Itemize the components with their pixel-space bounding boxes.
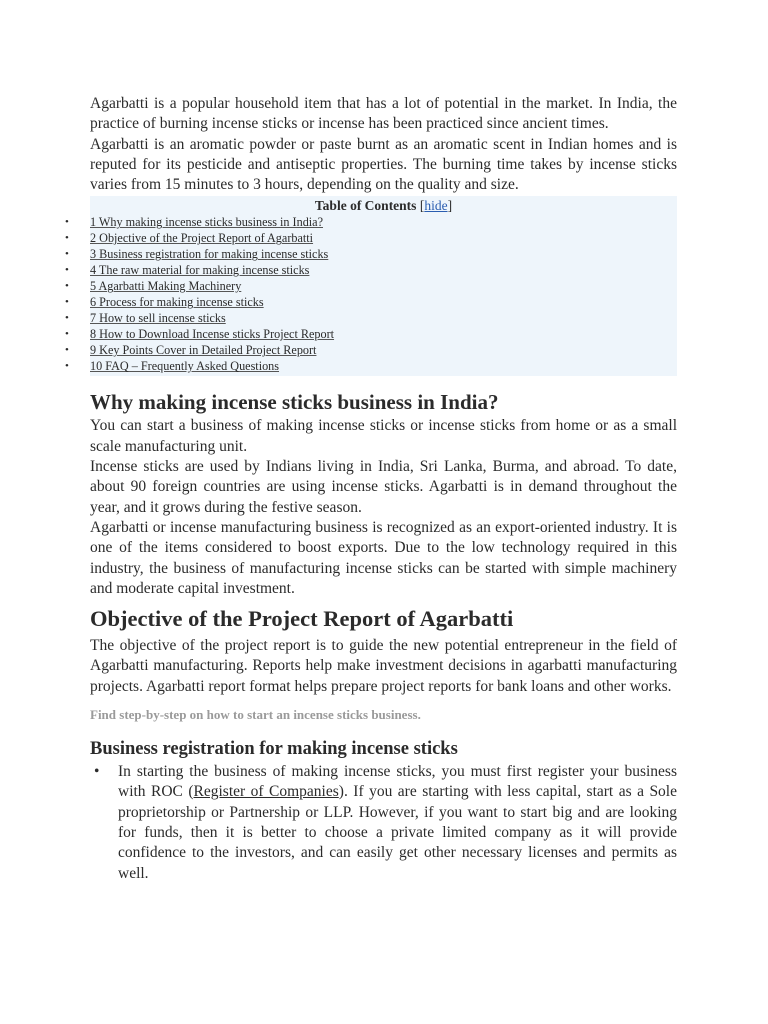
toc-link-1[interactable]: 1 Why making incense sticks business in India? — [90, 215, 323, 230]
toc-hide-close-bracket: ] — [447, 198, 453, 214]
toc-link-8[interactable]: 8 How to Download Incense sticks Project Report — [90, 327, 335, 342]
toc-item — [65, 262, 677, 278]
article — [65, 94, 677, 884]
registration-text-after: ). If you are starting with less capital, start as a Sole proprietorship or Partnership or LLP. However, if you want to start big and are looking for funds, then it is better to choose a private limited company as it will provide confidence to the investors, and can easily get other necessary licenses and permits as well. — [118, 783, 677, 882]
bullet-icon: • — [65, 360, 69, 373]
register-of-companies-link[interactable]: Register of Companies — [193, 783, 339, 801]
toc-link-4[interactable]: 4 The raw material for making incense sticks — [90, 263, 310, 278]
toc-hide-link[interactable]: hide — [424, 198, 448, 214]
toc-item — [65, 358, 677, 374]
toc-item — [65, 278, 677, 294]
toc-link-2[interactable]: 2 Objective of the Project Report of Agarbatti — [90, 231, 314, 246]
bullet-icon: • — [94, 763, 100, 781]
section2-paragraph-1: The objective of the project report is to guide the new potential entrepreneur in the field of Agarbatti manufacturing. Reports help make investment decisions in agarbatti manufacturing projects. Agarbatti report format helps prepare project reports for bank loans and other works. — [90, 637, 677, 695]
toc-item — [65, 342, 677, 358]
section1-paragraph-1: You can start a business of making incense sticks or incense sticks from home or as a small scale manufacturing unit. — [90, 417, 677, 455]
bullet-icon: • — [65, 328, 69, 341]
intro-paragraph-1: Agarbatti is a popular household item that has a lot of potential in the market. In India, the practice of burning incense sticks or incense has been practiced since ancient times. — [90, 95, 677, 133]
bullet-icon: • — [65, 280, 69, 293]
registration-text-before: In starting the business of making incense sticks, you must first register your business with ROC ( — [118, 763, 677, 801]
toc-link-7[interactable]: 7 How to sell incense sticks — [90, 311, 226, 326]
table-of-contents — [65, 196, 677, 376]
toc-item — [65, 310, 677, 326]
toc-link-9[interactable]: 9 Key Points Cover in Detailed Project Report — [90, 343, 317, 358]
section-heading-registration: Business registration for making incense sticks — [90, 739, 458, 760]
bullet-icon: • — [65, 296, 69, 309]
section1-paragraph-3: Agarbatti or incense manufacturing business is recognized as an export-oriented industry. It is one of the items considered to boost exports. Due to the low technology required in this industry, the business of manufacturing incense sticks can be started with simple machinery and moderate capital investment. — [90, 518, 677, 597]
toc-item — [65, 326, 677, 342]
bullet-icon: • — [65, 216, 69, 229]
section-heading-why-business: Why making incense sticks business in India? — [90, 390, 499, 415]
bullet-icon: • — [65, 248, 69, 261]
bullet-icon: • — [65, 232, 69, 245]
intro-paragraph-2: Agarbatti is an aromatic powder or paste burnt as an aromatic scent in Indian homes and is reputed for its pesticide and antiseptic properties. The burning time takes by incense sticks varies from 15 minutes to 3 hours, depending on the quality and size. — [90, 135, 677, 194]
toc-item — [65, 214, 677, 230]
toc-title: Table of Contents — [314, 198, 417, 214]
toc-header — [90, 197, 677, 214]
section-heading-objective: Objective of the Project Report of Agarbatti — [90, 606, 514, 632]
list-item — [94, 762, 677, 884]
bullet-icon: • — [65, 344, 69, 357]
toc-hide-open-bracket: [ — [419, 198, 425, 214]
registration-list — [90, 762, 677, 884]
bullet-icon: • — [65, 312, 69, 325]
toc-list — [65, 214, 677, 374]
bullet-icon: • — [65, 264, 69, 277]
toc-link-3[interactable]: 3 Business registration for making incense sticks — [90, 247, 329, 262]
toc-item — [65, 246, 677, 262]
toc-item — [65, 294, 677, 310]
section1-paragraph-2: Incense sticks are used by Indians living in India, Sri Lanka, Burma, and abroad. To date, about 90 foreign countries are using incense sticks. Agarbatti is in demand throughout the year, and it grows during the festive season. — [90, 458, 677, 516]
toc-link-10[interactable]: 10 FAQ – Frequently Asked Questions — [90, 359, 280, 374]
toc-item — [65, 230, 677, 246]
toc-hide-wrapper — [420, 198, 452, 213]
toc-link-6[interactable]: 6 Process for making incense sticks — [90, 295, 264, 310]
step-by-step-note: Find step-by-step on how to start an incense sticks business. — [90, 707, 421, 723]
toc-link-5[interactable]: 5 Agarbatti Making Machinery — [90, 279, 242, 294]
